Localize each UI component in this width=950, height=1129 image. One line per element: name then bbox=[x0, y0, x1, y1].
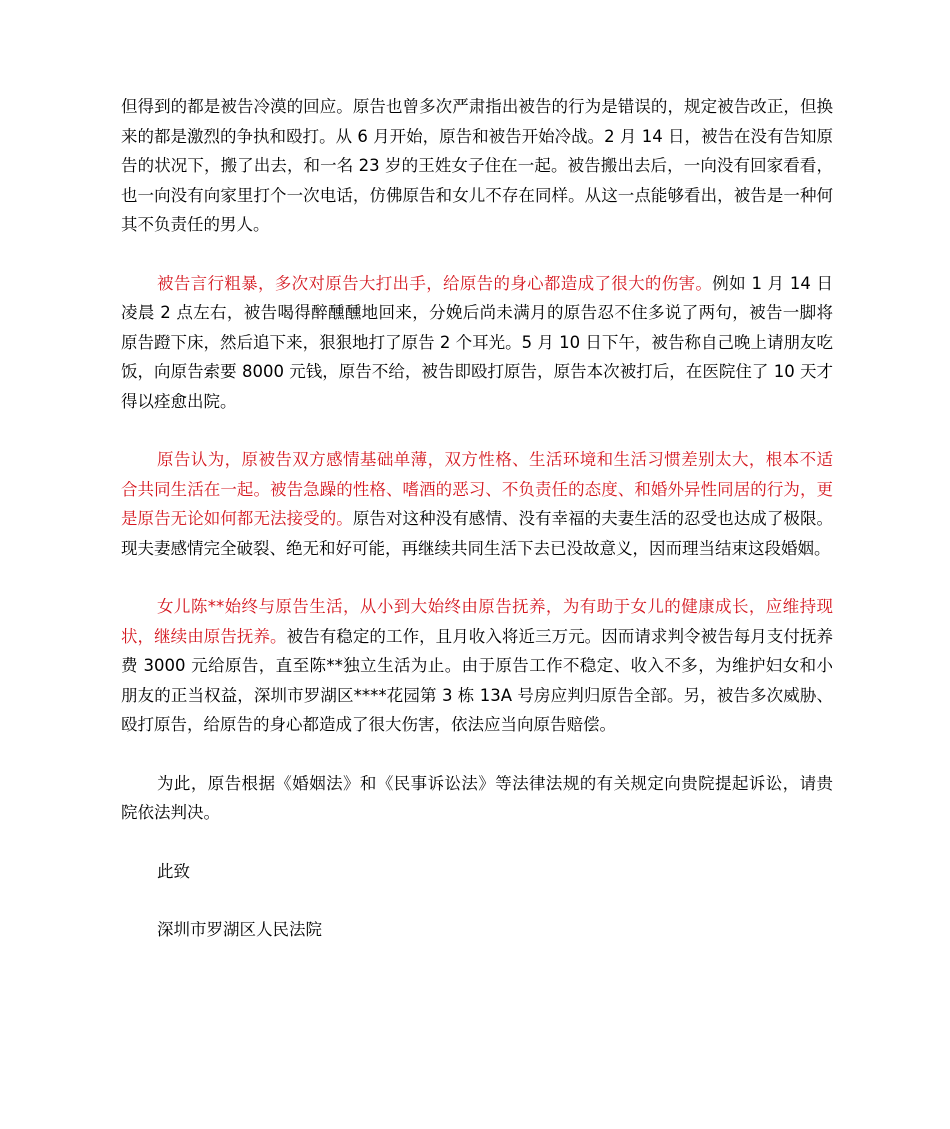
document-page bbox=[121, 92, 833, 945]
paragraph-gap bbox=[121, 563, 833, 592]
paragraph-text: 但得到的都是被告冷漠的回应。原告也曾多次严肃指出被告的行为是错误的，规定被告改正，但换来的都是激烈的争执和殴打。从 6 月开始，原告和被告开始冷战。2 月 14 日，被告在没有告知原告的状况下，搬了出去，和一名 23 岁的王姓女子住在一起。被告搬出去后，一向没有回家看看，也一向没有向家里打个一次电话，仿佛原告和女儿不存在同样。从这一点能够看出，被告是一种何其不负责任的男人。 bbox=[121, 97, 833, 234]
highlighted-text: 被告言行粗暴，多次对原告大打出手，给原告的身心都造成了很大的伤害。 bbox=[157, 273, 713, 293]
paragraph-violence bbox=[121, 269, 833, 417]
paragraph-gap bbox=[121, 886, 833, 915]
paragraph-gap bbox=[121, 828, 833, 857]
paragraph-text: 例如 1 月 14 日凌晨 2 点左右，被告喝得醉醺醺地回来，分娩后尚未满月的原告忍不住多说了两句，被告一脚将原告蹬下床，然后追下来，狠狠地打了原告 2 个耳光。5 月 10 日下午，被告称自己晚上请朋友吃饭，向原告索要 8000 元钱，原告不给，被告即殴打原告，原告本次被打后，在医院住了 10 天才得以痊愈出院。 bbox=[121, 273, 834, 411]
court-addressee bbox=[121, 915, 833, 945]
paragraph-custody bbox=[121, 592, 833, 740]
paragraph-relationship bbox=[121, 445, 833, 563]
paragraph-text: 原告对这种没有感情、没有幸福的夫妻生活的忍受也达成了极限。现夫妻感情完全破裂、绝无和好可能，再继续共同生活下去已没故意义，因而理当结束这段婚姻。 bbox=[121, 509, 834, 558]
paragraph-request bbox=[121, 769, 833, 828]
paragraph-text: 深圳市罗湖区人民法院 bbox=[157, 920, 322, 939]
paragraph-continuation bbox=[121, 92, 833, 240]
paragraph-gap bbox=[121, 240, 833, 269]
highlighted-text: 原告认为，原被告双方感情基础单薄，双方性格、生活环境和生活习惯差别太大，根本不适合共同生活在一起。被告急躁的性格、嗜酒的恶习、不负责任的态度、和婚外异性同居的行为，更是原告无论如何都无法接受的。 bbox=[121, 450, 833, 528]
paragraph-gap bbox=[121, 740, 833, 769]
paragraph-text: 此致 bbox=[157, 861, 190, 881]
paragraph-gap bbox=[121, 416, 833, 445]
paragraph-text: 为此，原告根据《婚姻法》和《民事诉讼法》等法律法规的有关规定向贵院提起诉讼，请贵院依法判决。 bbox=[121, 773, 833, 822]
paragraph-text: 被告有稳定的工作，且月收入将近三万元。因而请求判令被告每月支付抚养费 3000 元给原告，直至陈**独立生活为止。由于原告工作不稳定、收入不多，为维护妇女和小朋友的正当权益，深圳市罗湖区****花园第 3 栋 13A 号房应判归原告全部。另，被告多次威胁、殴打原告，给原告的身心都造成了很大伤害，依法应当向原告赔偿。 bbox=[121, 626, 834, 734]
highlighted-text: 女儿陈**始终与原告生活，从小到大始终由原告抚养，为有助于女儿的健康成长，应维持现状，继续由原告抚养。 bbox=[121, 597, 833, 646]
closing-salutation bbox=[121, 857, 833, 887]
